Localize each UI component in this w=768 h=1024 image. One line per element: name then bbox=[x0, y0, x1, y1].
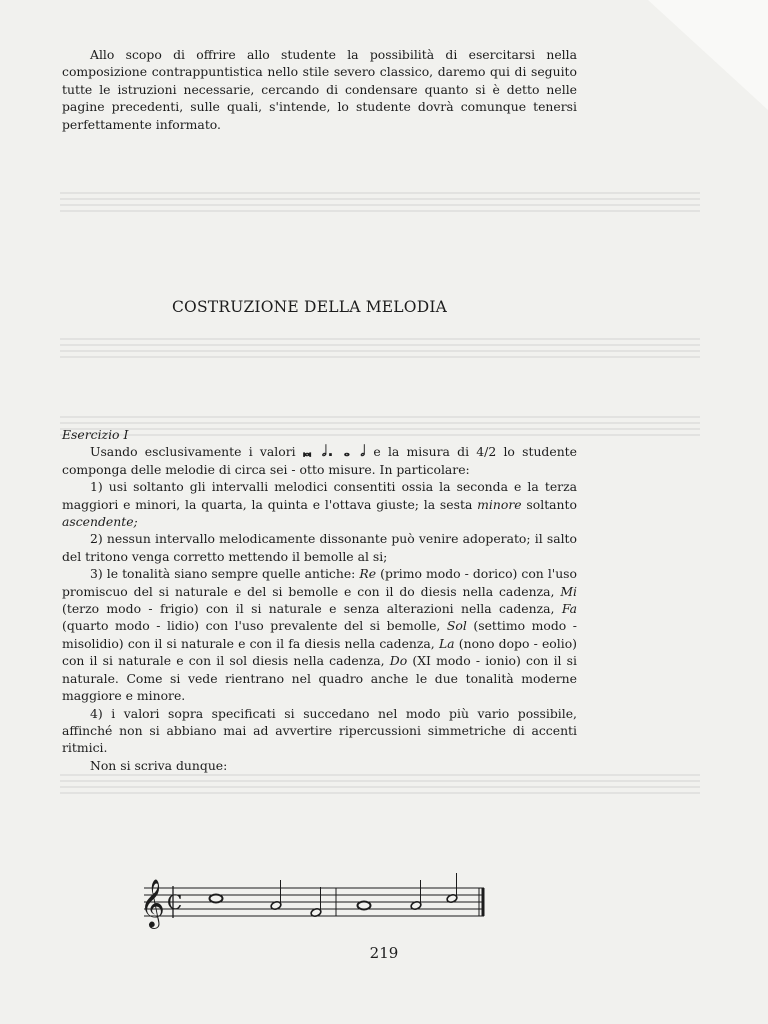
rule-2: 2) nessun intervallo melodicamente dissonante può venire adoperato; il salto del tritono venga corretto mettendo il bemolle al si; bbox=[62, 531, 577, 564]
intro-paragraph bbox=[62, 46, 577, 133]
exercise-intro: Usando esclusivamente i valori 𝅜 𝅗𝅥. 𝅝 𝅗𝅥 e la misura di 4/2 lo studente componga delle melodie di circa sei - otto misure. In particolare: bbox=[62, 442, 577, 477]
svg-text:𝄞: 𝄞 bbox=[140, 878, 165, 927]
page-fold-corner bbox=[648, 0, 768, 110]
rule-4: 4) i valori sopra specificati si succedano nel modo più vario possibile, affinché non si abbiano mai ad avvertire ripercussioni simmetriche di accenti ritmici. bbox=[62, 705, 577, 756]
page-number: 219 bbox=[369, 944, 399, 962]
svg-text:C: C bbox=[167, 890, 183, 914]
note-values-glyphs: 𝅜 𝅗𝅥. 𝅝 𝅗𝅥 bbox=[302, 442, 367, 461]
closing-line: Non si scriva dunque: bbox=[90, 757, 228, 773]
bleed-through-staff bbox=[60, 770, 700, 800]
cut-time-icon bbox=[167, 886, 182, 918]
note-whole bbox=[210, 895, 223, 903]
intro-text: Allo scopo di offrire allo studente la possibilità di esercitarsi nella composizione contrappuntistica nello stile severo classico, daremo qui di seguito tutte le istruzioni necessarie, cercando di condensare quanto si è detto nelle pagine precedenti, sulle quali, s'intende, lo studente dovrà comunque tenersi perfettamente informato. bbox=[62, 47, 577, 132]
section-heading: COSTRUZIONE DELLA MELODIA bbox=[172, 298, 448, 316]
bleed-through-staff bbox=[60, 188, 700, 218]
music-example-staff bbox=[136, 872, 486, 932]
rule-1: 1) usi soltanto gli intervalli melodici consentiti ossia la seconda e la terza maggiori e minori, la quarta, la quinta e l'ottava giuste; la sesta minore soltanto ascendente; bbox=[62, 479, 577, 530]
bleed-through-staff bbox=[60, 334, 700, 364]
treble-clef-icon bbox=[140, 878, 165, 929]
rule-3: 3) le tonalità siano sempre quelle antiche: Re (primo modo - dorico) con l'uso promiscuo del si naturale e del si bemolle e con il do diesis nella cadenza, Mi (terzo modo - frigio) con il si naturale e senza alterazioni nella cadenza, Fa (quarto modo - lidio) con l'uso prevalente del si bemolle, Sol (settimo modo - misolidio) con il si naturale e con il fa diesis nella cadenza, La (nono dopo - eolio) con il si naturale e con il sol diesis nella cadenza, Do (XI modo - ionio) con il si naturale. Come si vede rientrano nel quadro anche le due tonalità moderne maggiore e minore. bbox=[62, 566, 577, 704]
exercise-title: Esercizio I bbox=[62, 427, 129, 442]
note-whole bbox=[358, 902, 371, 910]
exercise-block bbox=[62, 426, 577, 774]
